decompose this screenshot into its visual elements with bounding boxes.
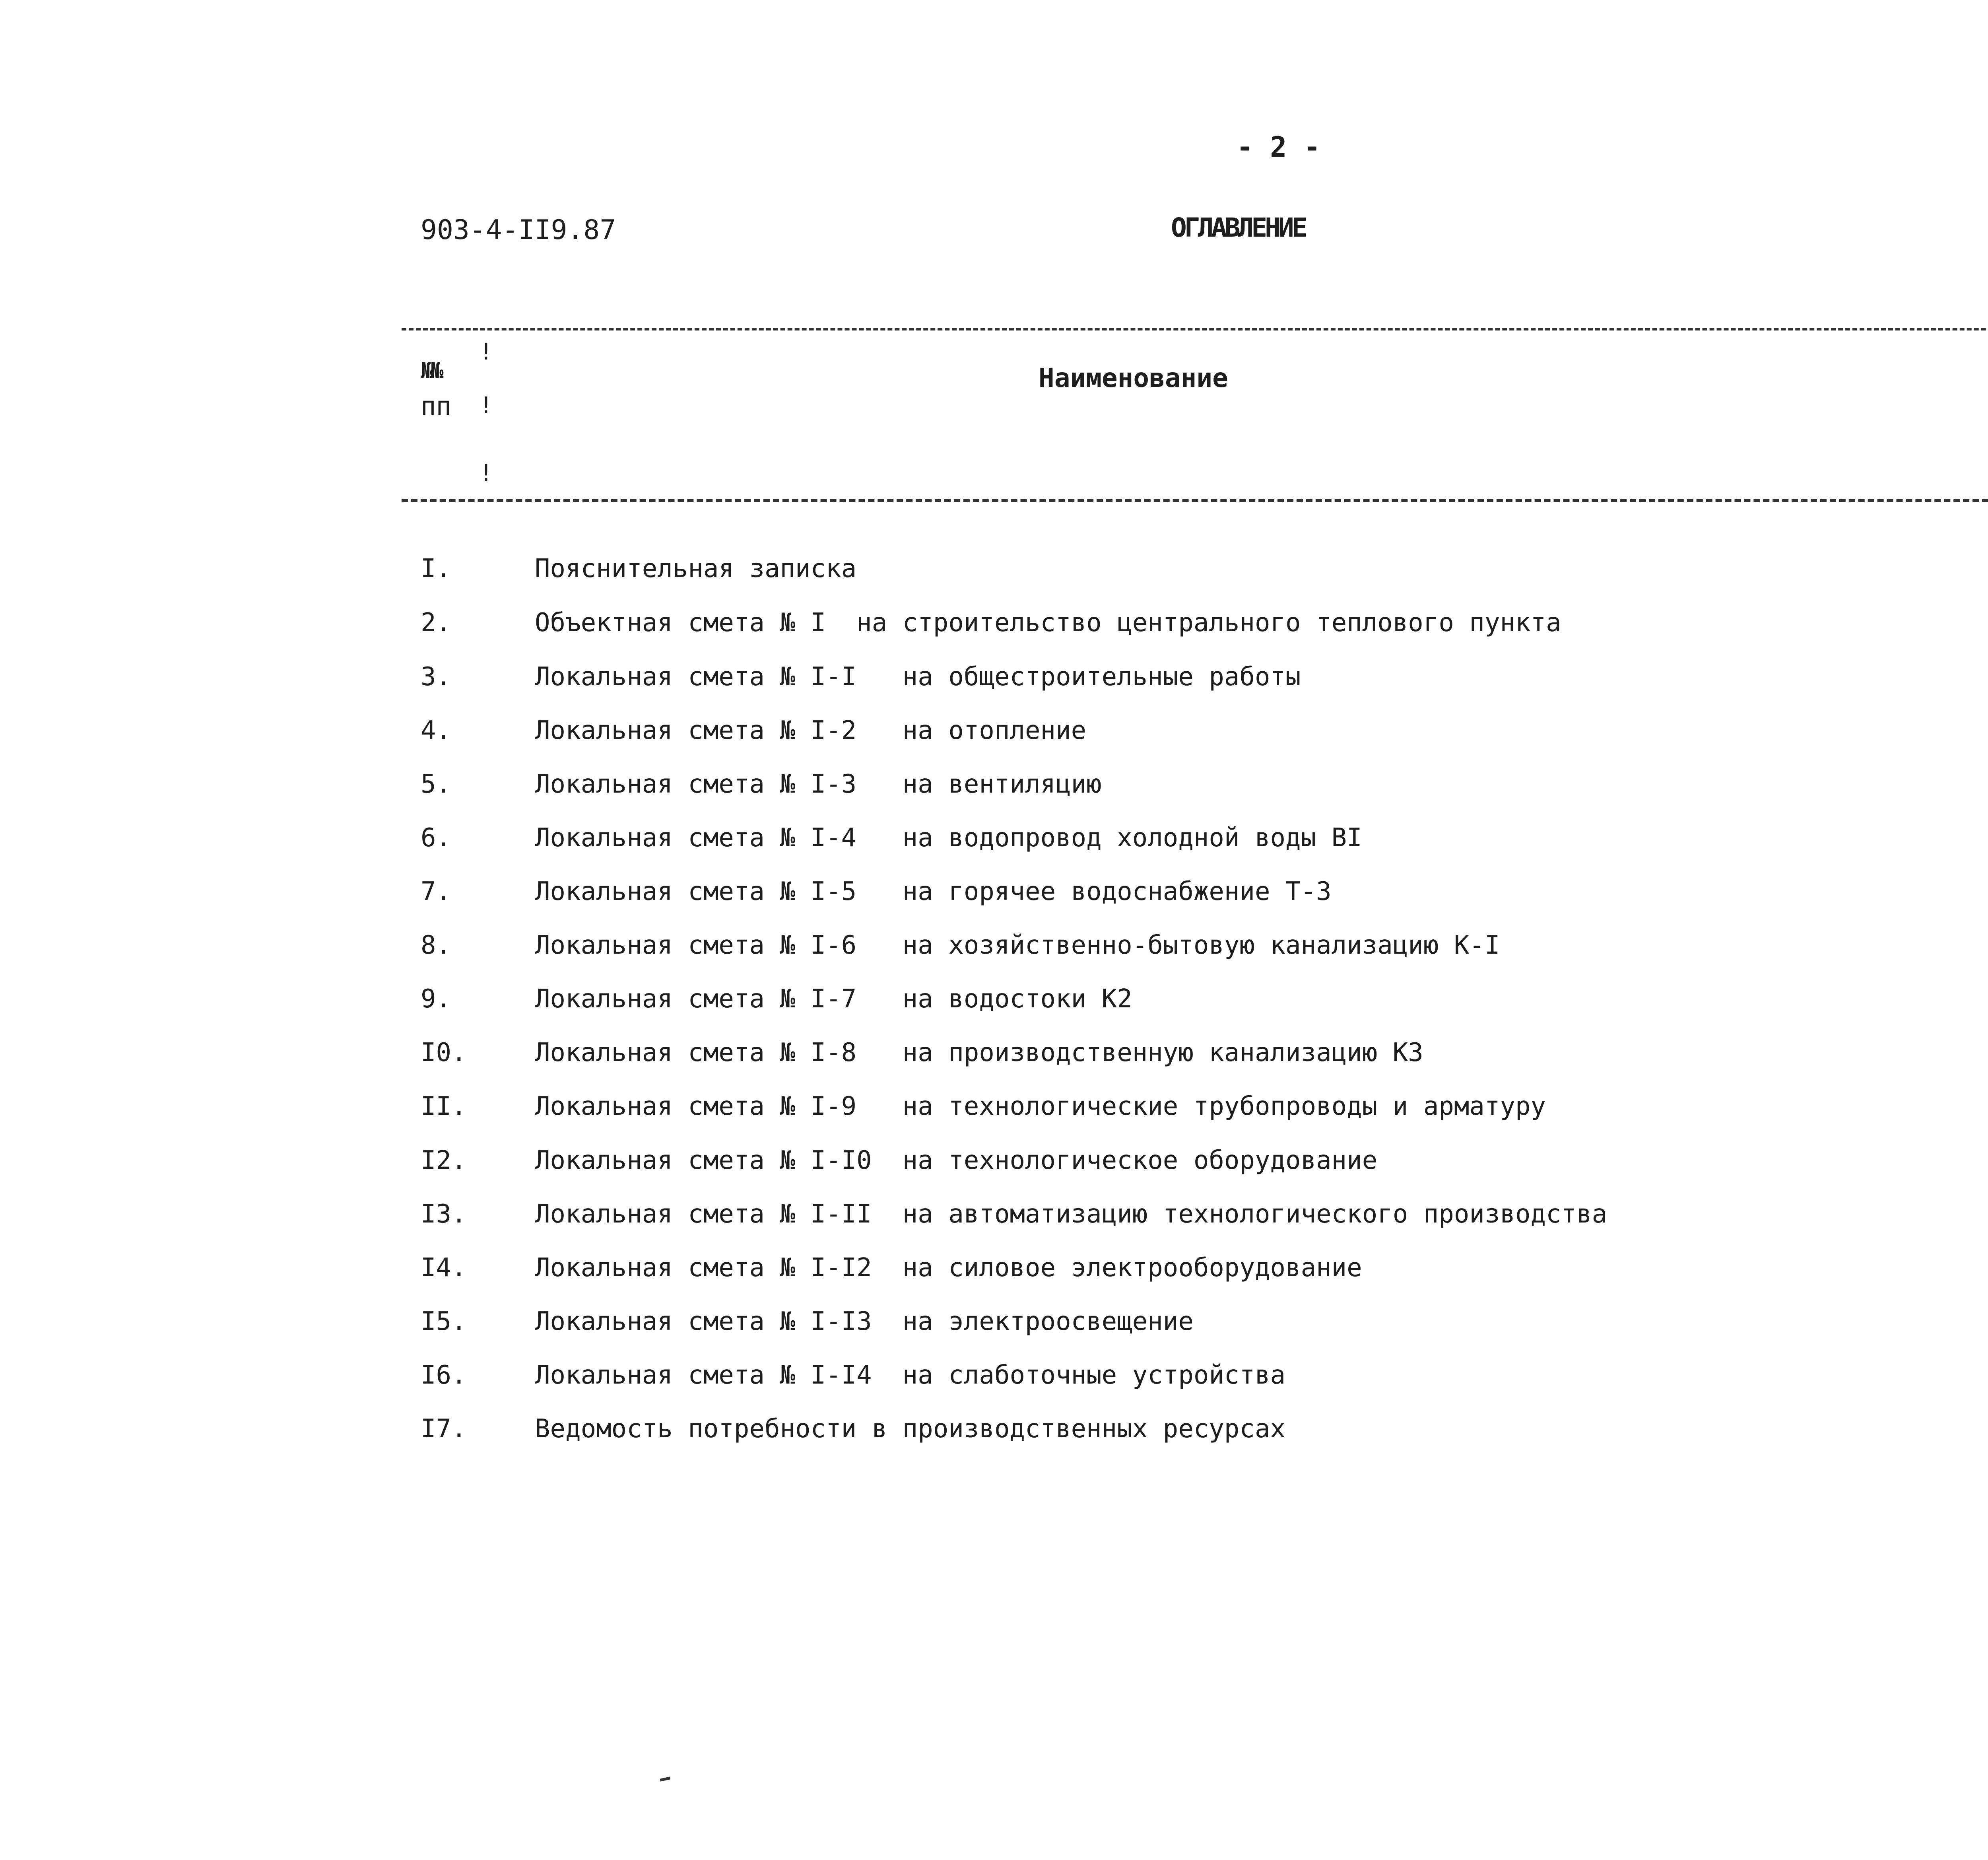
row-name: Локальная смета № I-6 на хозяйственно-бытовую канализацию К-I: [535, 931, 1500, 960]
header-separator: !: [479, 459, 493, 486]
row-number: II.: [421, 1092, 467, 1121]
row-name: Пояснительная записка: [535, 554, 857, 583]
header-separator: !: [479, 392, 493, 419]
row-number: I3.: [421, 1199, 467, 1229]
row-name: Локальная смета № I-I0 на технологическое оборудование: [535, 1146, 1378, 1175]
header-num-line2: пп: [421, 392, 452, 421]
row-name: Локальная смета № I-I на общестроительные работы: [535, 662, 1301, 692]
row-number: I4.: [421, 1253, 467, 1283]
header-separator: !: [479, 338, 493, 365]
row-name: Локальная смета № I-I4 на слаботочные устройства: [535, 1361, 1286, 1390]
row-name: Локальная смета № I-I2 на силовое электрооборудование: [535, 1253, 1362, 1283]
header-name: Наименование: [1039, 363, 1228, 393]
row-name: Локальная смета № I-3 на вентиляцию: [535, 770, 1102, 799]
scan-speck: [660, 1776, 671, 1781]
row-number: 3.: [421, 662, 452, 692]
row-name: Объектная смета № I на строительство центрального теплового пункта: [535, 608, 1561, 637]
row-name: Локальная смета № I-8 на производственную канализацию К3: [535, 1038, 1423, 1067]
header-num-line1: №№: [421, 358, 440, 384]
page-number: - 2 -: [1237, 131, 1320, 163]
row-name: Ведомость потребности в производственных ресурсах: [535, 1414, 1286, 1444]
row-name: Локальная смета № I-I3 на электроосвещение: [535, 1307, 1194, 1336]
row-number: 9.: [421, 984, 452, 1014]
table-top-rule: [402, 328, 1988, 330]
row-number: 7.: [421, 877, 452, 906]
row-number: 2.: [421, 608, 452, 637]
row-name: Локальная смета № I-9 на технологические трубопроводы и арматуру: [535, 1092, 1546, 1121]
row-name: Локальная смета № I-7 на водостоки К2: [535, 984, 1132, 1014]
row-number: 8.: [421, 931, 452, 960]
row-name: Локальная смета № I-5 на горячее водоснабжение Т-3: [535, 877, 1332, 906]
row-number: I7.: [421, 1414, 467, 1444]
row-number: I5.: [421, 1307, 467, 1336]
table-header-rule: [402, 499, 1988, 502]
page-title: ОГЛАВЛЕНИЕ: [1171, 212, 1305, 243]
row-number: I2.: [421, 1146, 467, 1175]
document-code: 903-4-II9.87: [421, 214, 616, 246]
row-number: I0.: [421, 1038, 467, 1067]
row-number: I.: [421, 554, 452, 583]
row-number: I6.: [421, 1361, 467, 1390]
row-number: 5.: [421, 770, 452, 799]
row-name: Локальная смета № I-II на автоматизацию технологического производства: [535, 1199, 1607, 1229]
row-number: 6.: [421, 823, 452, 853]
row-name: Локальная смета № I-4 на водопровод холодной воды BI: [535, 823, 1362, 853]
row-name: Локальная смета № I-2 на отопление: [535, 716, 1087, 745]
row-number: 4.: [421, 716, 452, 745]
